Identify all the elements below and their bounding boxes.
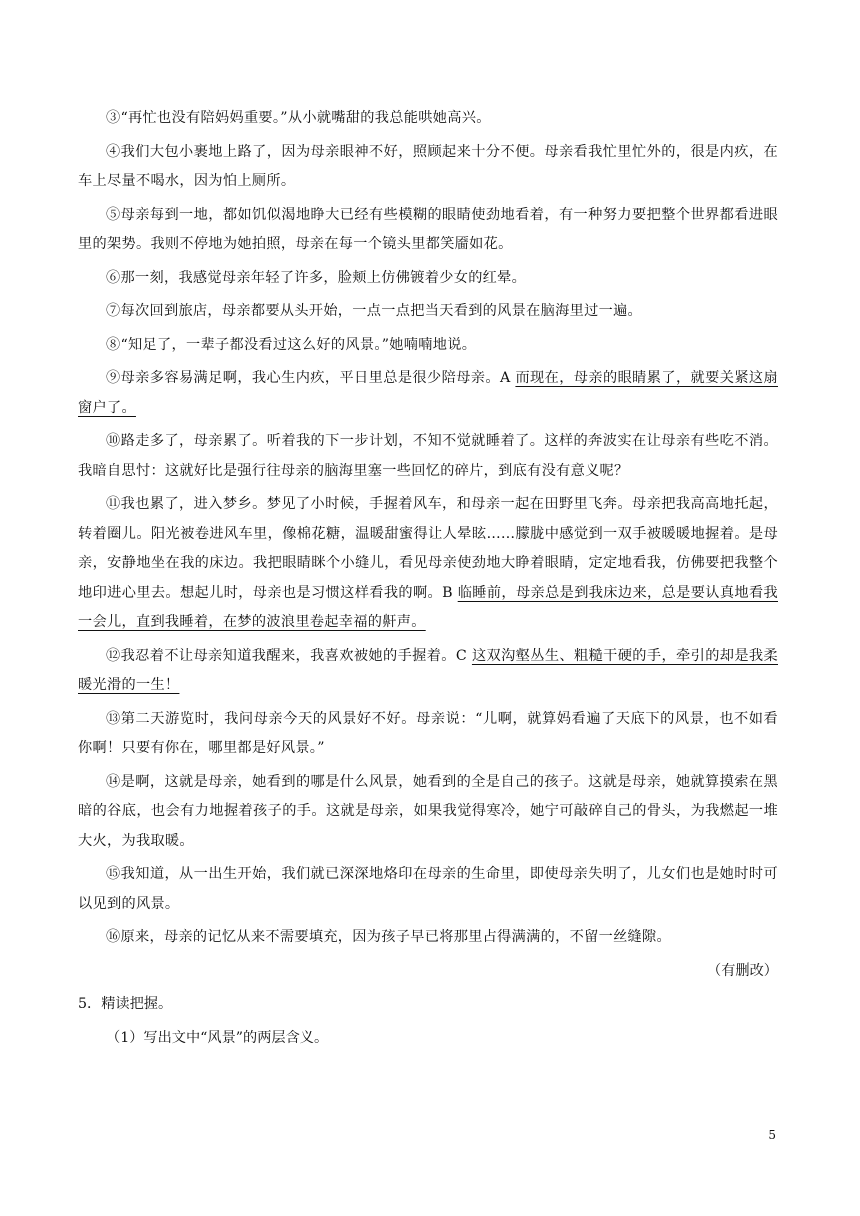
paragraph-6: ⑥那一刻，我感觉母亲年轻了许多，脸颊上仿佛镀着少女的红晕。	[106, 269, 527, 286]
paragraph-16: ⑯原来，母亲的记忆从来不需要填充，因为孩子早已将那里占得满满的，不留一丝缝隙。	[106, 929, 672, 945]
source-note: （有删改）	[707, 962, 778, 979]
paragraph-9-text: ⑨母亲多容易满足啊，我心生内疚，平日里总是很少陪母亲。A	[106, 370, 516, 386]
paragraph-4: ④我们大包小裹地上路了，因为母亲眼神不好，照顾起来十分不便。母亲看我忙里忙外的，很是内疚，在车上尽量不喝水，因为怕上厕所。	[78, 143, 778, 189]
paragraph-15: ⑮我知道，从一出生开始，我们就已深深地烙印在母亲的生命里，即使母亲失明了，儿女们也是她时时可以见到的风景。	[78, 866, 778, 912]
question-subitem: （1）写出文中“风景”的两层含义。	[106, 1029, 329, 1046]
paragraph-14: ⑭是啊，这就是母亲，她看到的哪是什么风景，她看到的全是自己的孩子。这就是母亲，她就算摸索在黑暗的谷底，也会有力地握着孩子的手。这就是母亲，如果我觉得寒冷，她宁可敲碎自己的骨头，为我燃起一堆大火，为我取暖。	[78, 773, 778, 849]
paragraph-13: ⑬第二天游览时，我问母亲今天的风景好不好。母亲说：“儿啊，就算妈看遍了天底下的风景，也不如看你啊！只要有你在，哪里都是好风景。”	[78, 710, 778, 756]
paragraph-5: ⑤母亲每到一地，都如饥似渴地睁大已经有些模糊的眼睛使劲地看着，有一种努力要把整个世界都看进眼里的架势。我则不停地为她拍照，母亲在每一个镜头里都笑靥如花。	[78, 206, 778, 252]
document-body	[78, 104, 778, 1053]
question-title: 5．精读把握。	[78, 996, 173, 1012]
underlined-sentence-b: 临睡前，母亲总是到我床边来，总是要认真地看我一会儿，直到我睡着，在梦的波浪里卷起幸福的鼾声。	[78, 584, 778, 630]
paragraph-11	[78, 490, 778, 638]
paragraph-12	[78, 642, 778, 701]
paragraph-7: ⑦每次回到旅店，母亲都要从头开始，一点一点把当天看到的风景在脑海里过一遍。	[106, 303, 643, 319]
underlined-sentence-c: 这双沟壑丛生、粗糙干硬的手，牵引的却是我柔暖光滑的一生！	[78, 647, 778, 693]
paragraph-3: ③“再忙也没有陪妈妈重要。”从小就嘴甜的我总能哄她高兴。	[106, 110, 491, 126]
paragraph-9	[78, 364, 778, 423]
paragraph-11-text: ⑪我也累了，进入梦乡。梦见了小时候，手握着风车，和母亲一起在田野里飞奔。母亲把我高高地托起，转着圈儿。阳光被卷进风车里，像棉花糖，温暖甜蜜得让人晕眩……朦胧中感觉到一双手被暖暖地握着。是母亲，安静地坐在我的床边。我把眼睛眯个小缝儿，看见母亲使劲地大睁着眼睛，定定地看我，仿佛要把我整个地印进心里去。想起儿时，母亲也是习惯这样看我的啊。B	[78, 496, 778, 601]
paragraph-8: ⑧“知足了，一辈子都没看过这么好的风景。”她喃喃地说。	[106, 336, 477, 353]
page-number: 5	[768, 1128, 776, 1142]
paragraph-10: ⑩路走多了，母亲累了。听着我的下一步计划，不知不觉就睡着了。这样的奔波实在让母亲有些吃不消。我暗自思忖：这就好比是强行往母亲的脑海里塞一些回忆的碎片，到底有没有意义呢？	[78, 433, 778, 479]
underlined-sentence-a: 而现在，母亲的眼睛累了，就要关紧这扇窗户了。	[78, 370, 778, 416]
paragraph-12-text: ⑫我忍着不让母亲知道我醒来，我喜欢被她的手握着。C	[106, 647, 472, 664]
